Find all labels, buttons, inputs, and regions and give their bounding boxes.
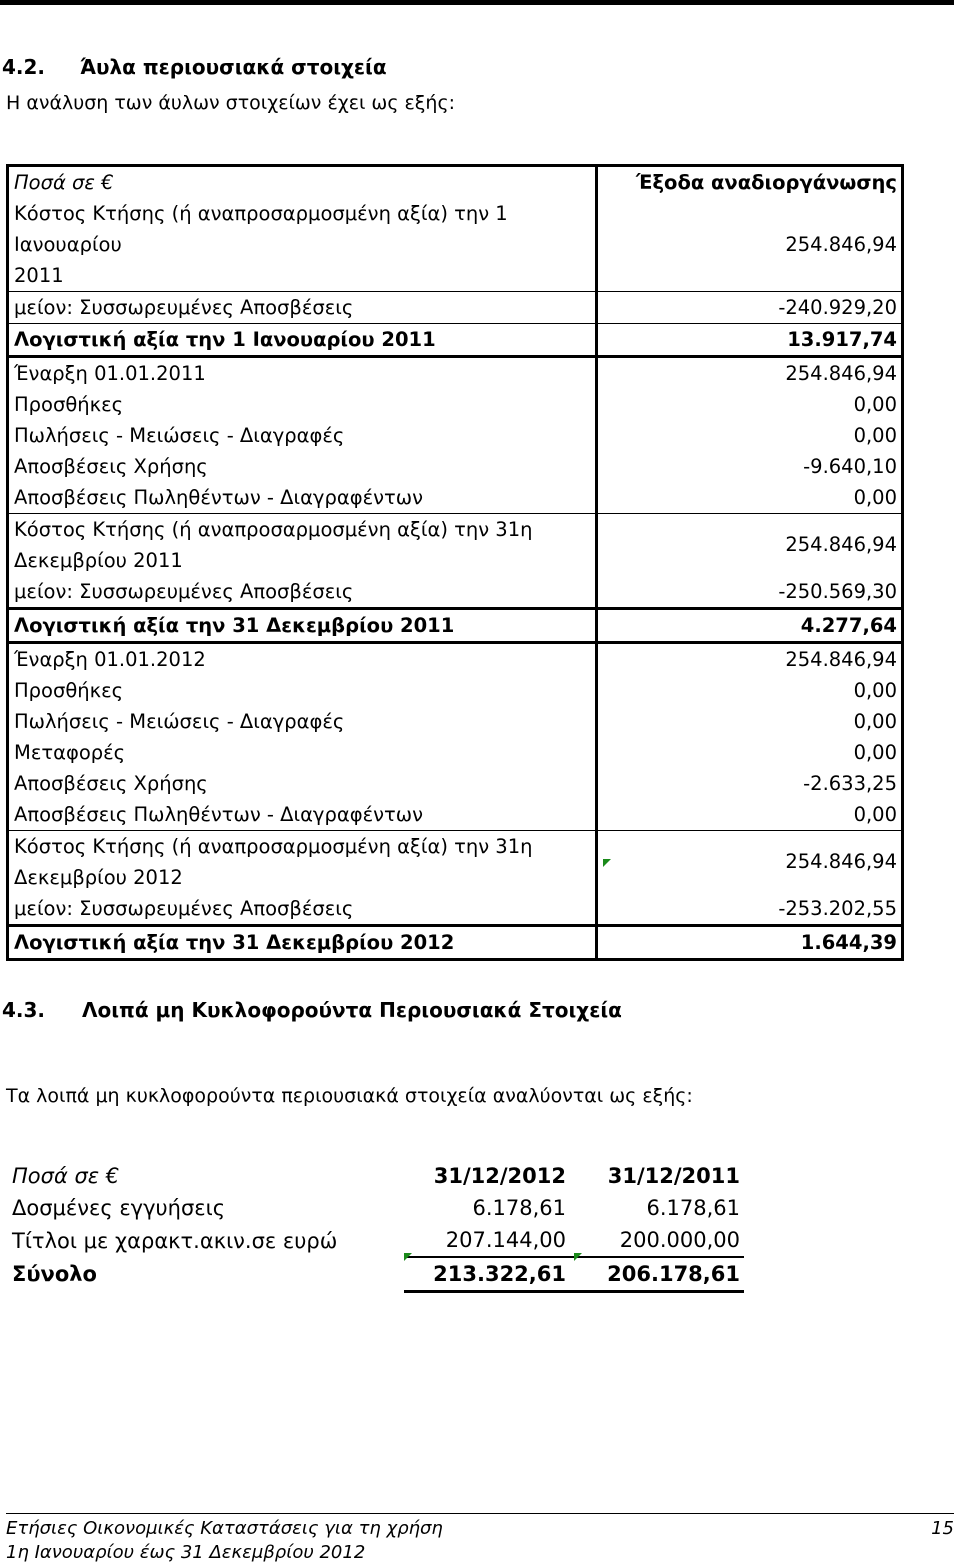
row-label: Μεταφορές — [14, 740, 126, 764]
table-row — [8, 576, 903, 609]
table-row — [8, 893, 903, 926]
row-value: 0,00 — [597, 389, 903, 420]
total-value-2011: 206.178,61 — [570, 1257, 744, 1292]
row-value-2012: 207.144,00 — [404, 1224, 570, 1257]
row-value: 0,00 — [597, 675, 903, 706]
cell-comment-marker — [404, 1253, 412, 1261]
row-value: 0,00 — [597, 420, 903, 451]
row-value: 0,00 — [597, 706, 903, 737]
table-row — [8, 609, 903, 643]
total-row — [12, 1257, 744, 1292]
currency-label: Ποσά σε € — [14, 170, 114, 194]
row-label-cont: Δεκεμβρίου 2011 — [14, 549, 183, 572]
row-label: Λογιστική αξία την 1 Ιανουαρίου 2011 — [8, 324, 597, 357]
table-row — [8, 706, 903, 737]
top-rule — [0, 0, 954, 5]
row-label: Προσθήκες — [14, 392, 124, 416]
row-value: 254.846,94 — [597, 643, 903, 676]
row-label: Πωλήσεις - Μειώσεις - Διαγραφές — [14, 709, 345, 733]
section-43-title: Λοιπά μη Κυκλοφορούντα Περιουσιακά Στοιχεία — [82, 998, 622, 1022]
table-row — [8, 643, 903, 676]
row-label: Αποσβέσεις Χρήσης — [14, 771, 208, 795]
row-label: Λογιστική αξία την 31 Δεκεμβρίου 2012 — [8, 926, 597, 960]
table-row — [8, 198, 903, 292]
table-row — [12, 1192, 744, 1224]
row-value: 0,00 — [597, 482, 903, 514]
footer-line-1: Ετήσιες Οικονομικές Καταστάσεις για τη χρήση — [6, 1518, 443, 1539]
total-value-2012: 213.322,61 — [404, 1257, 570, 1292]
section-43-number: 4.3. — [2, 998, 46, 1022]
column-header: Έξοδα αναδιοργάνωσης — [597, 166, 903, 199]
row-value: 4.277,64 — [597, 609, 903, 643]
row-label-cont: 2011 — [14, 264, 64, 287]
cell-comment-marker — [603, 859, 611, 867]
row-label: Λογιστική αξία την 31 Δεκεμβρίου 2011 — [8, 609, 597, 643]
table-row — [8, 926, 903, 960]
table-row — [8, 514, 903, 577]
table-row — [12, 1224, 744, 1257]
row-value: 0,00 — [597, 737, 903, 768]
row-label: Κόστος Κτήσης (ή αναπροσαρμοσμένη αξία) την 1 Ιανουαρίου — [14, 202, 508, 256]
other-noncurrent-assets-table — [12, 1160, 744, 1293]
table-row — [8, 292, 903, 324]
column-header-2012: 31/12/2012 — [433, 1164, 566, 1188]
row-value: 0,00 — [597, 799, 903, 831]
cell-comment-marker — [574, 1253, 582, 1261]
row-value: 254.846,94 — [597, 198, 903, 292]
row-label: μείον: Συσσωρευμένες Αποσβέσεις — [8, 292, 597, 324]
row-value: 254.846,94 — [597, 514, 903, 577]
row-label: Αποσβέσεις Πωληθέντων - Διαγραφέντων — [14, 485, 423, 509]
table-row — [8, 482, 903, 514]
table-row — [8, 389, 903, 420]
row-label: Προσθήκες — [14, 678, 124, 702]
section-42-intro: Η ανάλυση των άυλων στοιχείων έχει ως εξής: — [6, 92, 455, 114]
table-row — [8, 357, 903, 390]
table-row — [8, 675, 903, 706]
row-value-2012: 6.178,61 — [472, 1196, 566, 1220]
currency-label: Ποσά σε € — [12, 1164, 120, 1188]
table-row — [8, 420, 903, 451]
row-value: -250.569,30 — [597, 576, 903, 609]
row-label: Κόστος Κτήσης (ή αναπροσαρμοσμένη αξία) την 31η — [14, 518, 533, 541]
footer-rule — [6, 1513, 954, 1514]
row-value: -253.202,55 — [597, 893, 903, 926]
row-value: 254.846,94 — [597, 357, 903, 390]
row-label: Αποσβέσεις Χρήσης — [14, 454, 208, 478]
row-value: 254.846,94 — [597, 831, 903, 894]
intangible-assets-table — [6, 164, 904, 961]
section-43-intro: Τα λοιπά μη κυκλοφορούντα περιουσιακά στοιχεία αναλύονται ως εξής: — [6, 1085, 693, 1107]
table-header-row — [8, 166, 903, 199]
row-label: Έναρξη 01.01.2011 — [8, 357, 597, 390]
row-label: Δοσμένες εγγυήσεις — [12, 1196, 226, 1220]
table-header-row — [12, 1160, 744, 1192]
table-row — [8, 737, 903, 768]
row-value: 13.917,74 — [597, 324, 903, 357]
table-row — [8, 451, 903, 482]
row-value: 1.644,39 — [597, 926, 903, 960]
row-label: Τίτλοι με χαρακτ.ακιν.σε ευρώ — [12, 1228, 338, 1253]
row-label: Αποσβέσεις Πωληθέντων - Διαγραφέντων — [14, 802, 423, 826]
table-row — [8, 831, 903, 894]
row-label-cont: Δεκεμβρίου 2012 — [14, 866, 183, 889]
footer-line-2: 1η Ιανουαρίου έως 31 Δεκεμβρίου 2012 — [6, 1542, 366, 1563]
row-label: Κόστος Κτήσης (ή αναπροσαρμοσμένη αξία) την 31η — [14, 835, 533, 858]
table-row — [8, 799, 903, 831]
section-42-title: Άυλα περιουσιακά στοιχεία — [80, 55, 387, 79]
row-value: -9.640,10 — [597, 451, 903, 482]
row-label: Έναρξη 01.01.2012 — [8, 643, 597, 676]
section-43-heading — [2, 998, 622, 1022]
row-label: μείον: Συσσωρευμένες Αποσβέσεις — [14, 896, 354, 920]
section-42-number: 4.2. — [2, 55, 46, 79]
table-row — [8, 324, 903, 357]
row-value: -2.633,25 — [597, 768, 903, 799]
total-label: Σύνολο — [12, 1262, 97, 1287]
row-label: Πωλήσεις - Μειώσεις - Διαγραφές — [14, 423, 345, 447]
row-value-2011: 200.000,00 — [570, 1224, 744, 1257]
page-number: 15 — [931, 1518, 954, 1539]
section-42-heading — [2, 55, 387, 79]
row-value: -240.929,20 — [597, 292, 903, 324]
row-value-2011: 6.178,61 — [646, 1196, 740, 1220]
row-label: μείον: Συσσωρευμένες Αποσβέσεις — [14, 579, 354, 603]
table-row — [8, 768, 903, 799]
column-header-2011: 31/12/2011 — [607, 1164, 740, 1188]
